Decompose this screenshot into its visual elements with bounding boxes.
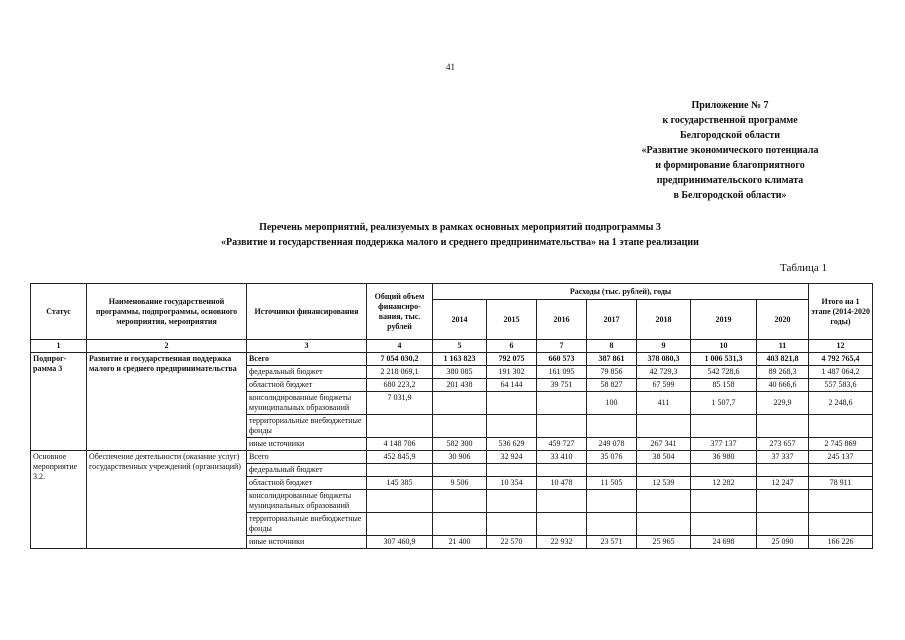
row-total (367, 513, 433, 536)
row-source: областной бюджет (247, 477, 367, 490)
row-total: 680 223,2 (367, 379, 433, 392)
row-year-value: 37 337 (757, 451, 809, 464)
row-source: территориальные внебюджетные фонды (247, 415, 367, 438)
row-source: федеральный бюджет (247, 464, 367, 477)
row-year-value: 40 666,6 (757, 379, 809, 392)
row-year-value (537, 513, 587, 536)
row-year-value: 378 080,3 (637, 353, 691, 366)
header-year: 2019 (691, 300, 757, 340)
row-year-value: 380 085 (433, 366, 487, 379)
row-year-value: 85 158 (691, 379, 757, 392)
row-source: иные источники (247, 536, 367, 549)
column-number: 7 (537, 340, 587, 353)
header-year: 2016 (537, 300, 587, 340)
row-total: 307 460,9 (367, 536, 433, 549)
row-year-value: 1 163 823 (433, 353, 487, 366)
row-year-value: 660 573 (537, 353, 587, 366)
row-status: Подпрог-рамма 3 (31, 353, 87, 451)
row-year-value: 22 570 (487, 536, 537, 549)
row-year-value: 33 410 (537, 451, 587, 464)
column-number: 5 (433, 340, 487, 353)
row-final: 557 583,6 (809, 379, 873, 392)
row-year-value (487, 490, 537, 513)
header-status: Статус (31, 284, 87, 340)
row-final: 78 911 (809, 477, 873, 490)
row-year-value (537, 392, 587, 415)
column-number: 4 (367, 340, 433, 353)
row-name: Обеспечение деятельности (оказание услуг) государственных учреждений (организаций) (87, 451, 247, 549)
row-year-value (757, 513, 809, 536)
row-year-value (487, 464, 537, 477)
row-year-value: 191 302 (487, 366, 537, 379)
row-year-value: 32 924 (487, 451, 537, 464)
row-total: 4 148 706 (367, 438, 433, 451)
row-year-value: 403 821,8 (757, 353, 809, 366)
row-year-value: 22 932 (537, 536, 587, 549)
row-final: 4 792 765,4 (809, 353, 873, 366)
row-year-value: 161 095 (537, 366, 587, 379)
row-year-value: 11 505 (587, 477, 637, 490)
row-year-value (757, 415, 809, 438)
row-year-value (433, 392, 487, 415)
row-total: 145 385 (367, 477, 433, 490)
row-total: 7 031,9 (367, 392, 433, 415)
row-year-value (637, 513, 691, 536)
row-year-value: 100 (587, 392, 637, 415)
row-year-value: 9 506 (433, 477, 487, 490)
row-final (809, 490, 873, 513)
row-year-value (487, 392, 537, 415)
header-year: 2017 (587, 300, 637, 340)
row-year-value (691, 464, 757, 477)
row-year-value (757, 464, 809, 477)
row-year-value: 582 300 (433, 438, 487, 451)
title-line-2: «Развитие и государственная поддержка малого и среднего предпринимательства» на 1 этапе реализации (221, 237, 699, 248)
header-year: 2015 (487, 300, 537, 340)
column-numbers-row (31, 340, 873, 353)
row-year-value: 36 980 (691, 451, 757, 464)
row-year-value (691, 490, 757, 513)
row-status: Основное мероприятие 3.2. (31, 451, 87, 549)
row-year-value: 12 282 (691, 477, 757, 490)
row-year-value: 42 729,3 (637, 366, 691, 379)
appendix-line: «Развитие экономического потенциала (641, 145, 819, 156)
column-number: 1 (31, 340, 87, 353)
row-year-value: 377 137 (691, 438, 757, 451)
header-name: Наименование государственной программы, подпрограммы, основного мероприятия, мероприятия (87, 284, 247, 340)
column-number: 10 (691, 340, 757, 353)
title-line-1: Перечень мероприятий, реализуемых в рамках основных мероприятий подпрограммы 3 (259, 222, 661, 233)
row-year-value (433, 490, 487, 513)
row-source: иные источники (247, 438, 367, 451)
row-year-value: 67 599 (637, 379, 691, 392)
row-year-value (587, 415, 637, 438)
row-year-value (433, 513, 487, 536)
row-year-value (587, 513, 637, 536)
row-total: 7 054 030,2 (367, 353, 433, 366)
row-year-value: 25 965 (637, 536, 691, 549)
row-final: 1 487 064,2 (809, 366, 873, 379)
row-year-value: 12 247 (757, 477, 809, 490)
page-number: 41 (446, 62, 455, 72)
row-source: консолидированные бюджеты муниципальных образований (247, 392, 367, 415)
document-title (80, 220, 840, 250)
appendix-line: Приложение № 7 (691, 100, 769, 111)
row-source: федеральный бюджет (247, 366, 367, 379)
row-total (367, 415, 433, 438)
row-total: 2 218 069,1 (367, 366, 433, 379)
appendix-line: предпринимательского климата (656, 175, 804, 186)
row-year-value (637, 415, 691, 438)
row-year-value: 38 504 (637, 451, 691, 464)
row-final: 2 248,6 (809, 392, 873, 415)
row-year-value: 542 728,6 (691, 366, 757, 379)
row-year-value (433, 415, 487, 438)
appendix-line: Белгородской области (679, 130, 781, 141)
row-final (809, 415, 873, 438)
row-source: Всего (247, 451, 367, 464)
appendix-line: в Белгородской области» (673, 190, 787, 201)
row-year-value (433, 464, 487, 477)
row-year-value: 58 827 (587, 379, 637, 392)
appendix-line: и формирование благоприятного (655, 160, 805, 171)
row-source: территориальные внебюджетные фонды (247, 513, 367, 536)
header-expenses: Расходы (тыс. рублей), годы (433, 284, 809, 300)
row-year-value: 273 657 (757, 438, 809, 451)
row-year-value (487, 415, 537, 438)
row-year-value: 792 075 (487, 353, 537, 366)
row-year-value (691, 415, 757, 438)
row-final: 2 745 869 (809, 438, 873, 451)
row-total (367, 490, 433, 513)
row-final (809, 464, 873, 477)
expenses-table (30, 283, 873, 549)
row-year-value: 411 (637, 392, 691, 415)
row-source: Всего (247, 353, 367, 366)
row-year-value: 79 856 (587, 366, 637, 379)
column-number: 6 (487, 340, 537, 353)
row-year-value (537, 490, 587, 513)
row-year-value: 64 144 (487, 379, 537, 392)
row-total: 452 845,9 (367, 451, 433, 464)
row-year-value: 35 076 (587, 451, 637, 464)
row-year-value (691, 513, 757, 536)
row-year-value: 25 090 (757, 536, 809, 549)
header-final: Итого на 1 этапе (2014-2020 годы) (809, 284, 873, 340)
row-year-value (757, 490, 809, 513)
row-year-value: 24 698 (691, 536, 757, 549)
appendix-line: к государственной программе (662, 115, 798, 126)
row-source: консолидированные бюджеты муниципальных образований (247, 490, 367, 513)
column-number: 11 (757, 340, 809, 353)
row-final: 245 137 (809, 451, 873, 464)
header-total: Общий объем финансиро-вания, тыс. рублей (367, 284, 433, 340)
row-year-value: 1 006 531,3 (691, 353, 757, 366)
header-year: 2014 (433, 300, 487, 340)
row-year-value: 249 078 (587, 438, 637, 451)
table-row (31, 451, 873, 464)
header-sources: Источники финансирования (247, 284, 367, 340)
row-name: Развитие и государственная поддержка малого и среднего предпринимательства (87, 353, 247, 451)
header-year: 2020 (757, 300, 809, 340)
row-final (809, 513, 873, 536)
appendix-block (600, 98, 860, 203)
row-year-value (537, 415, 587, 438)
row-source: областной бюджет (247, 379, 367, 392)
row-year-value (487, 513, 537, 536)
column-number: 9 (637, 340, 691, 353)
column-number: 3 (247, 340, 367, 353)
column-number: 2 (87, 340, 247, 353)
row-year-value (637, 490, 691, 513)
row-year-value: 267 341 (637, 438, 691, 451)
row-year-value: 30 906 (433, 451, 487, 464)
table-label: Таблица 1 (780, 262, 828, 274)
row-year-value (637, 464, 691, 477)
row-year-value: 536 629 (487, 438, 537, 451)
row-total (367, 464, 433, 477)
row-year-value: 459 727 (537, 438, 587, 451)
row-year-value: 387 861 (587, 353, 637, 366)
row-year-value: 23 571 (587, 536, 637, 549)
row-year-value: 10 354 (487, 477, 537, 490)
row-year-value (537, 464, 587, 477)
row-year-value: 89 268,3 (757, 366, 809, 379)
column-number: 12 (809, 340, 873, 353)
row-year-value: 21 400 (433, 536, 487, 549)
column-number: 8 (587, 340, 637, 353)
row-year-value (587, 464, 637, 477)
row-year-value (587, 490, 637, 513)
header-year: 2018 (637, 300, 691, 340)
row-year-value: 201 438 (433, 379, 487, 392)
row-year-value: 12 539 (637, 477, 691, 490)
row-year-value: 229,9 (757, 392, 809, 415)
row-year-value: 39 751 (537, 379, 587, 392)
row-final: 166 226 (809, 536, 873, 549)
table-row (31, 353, 873, 366)
row-year-value: 1 507,7 (691, 392, 757, 415)
row-year-value: 10 478 (537, 477, 587, 490)
